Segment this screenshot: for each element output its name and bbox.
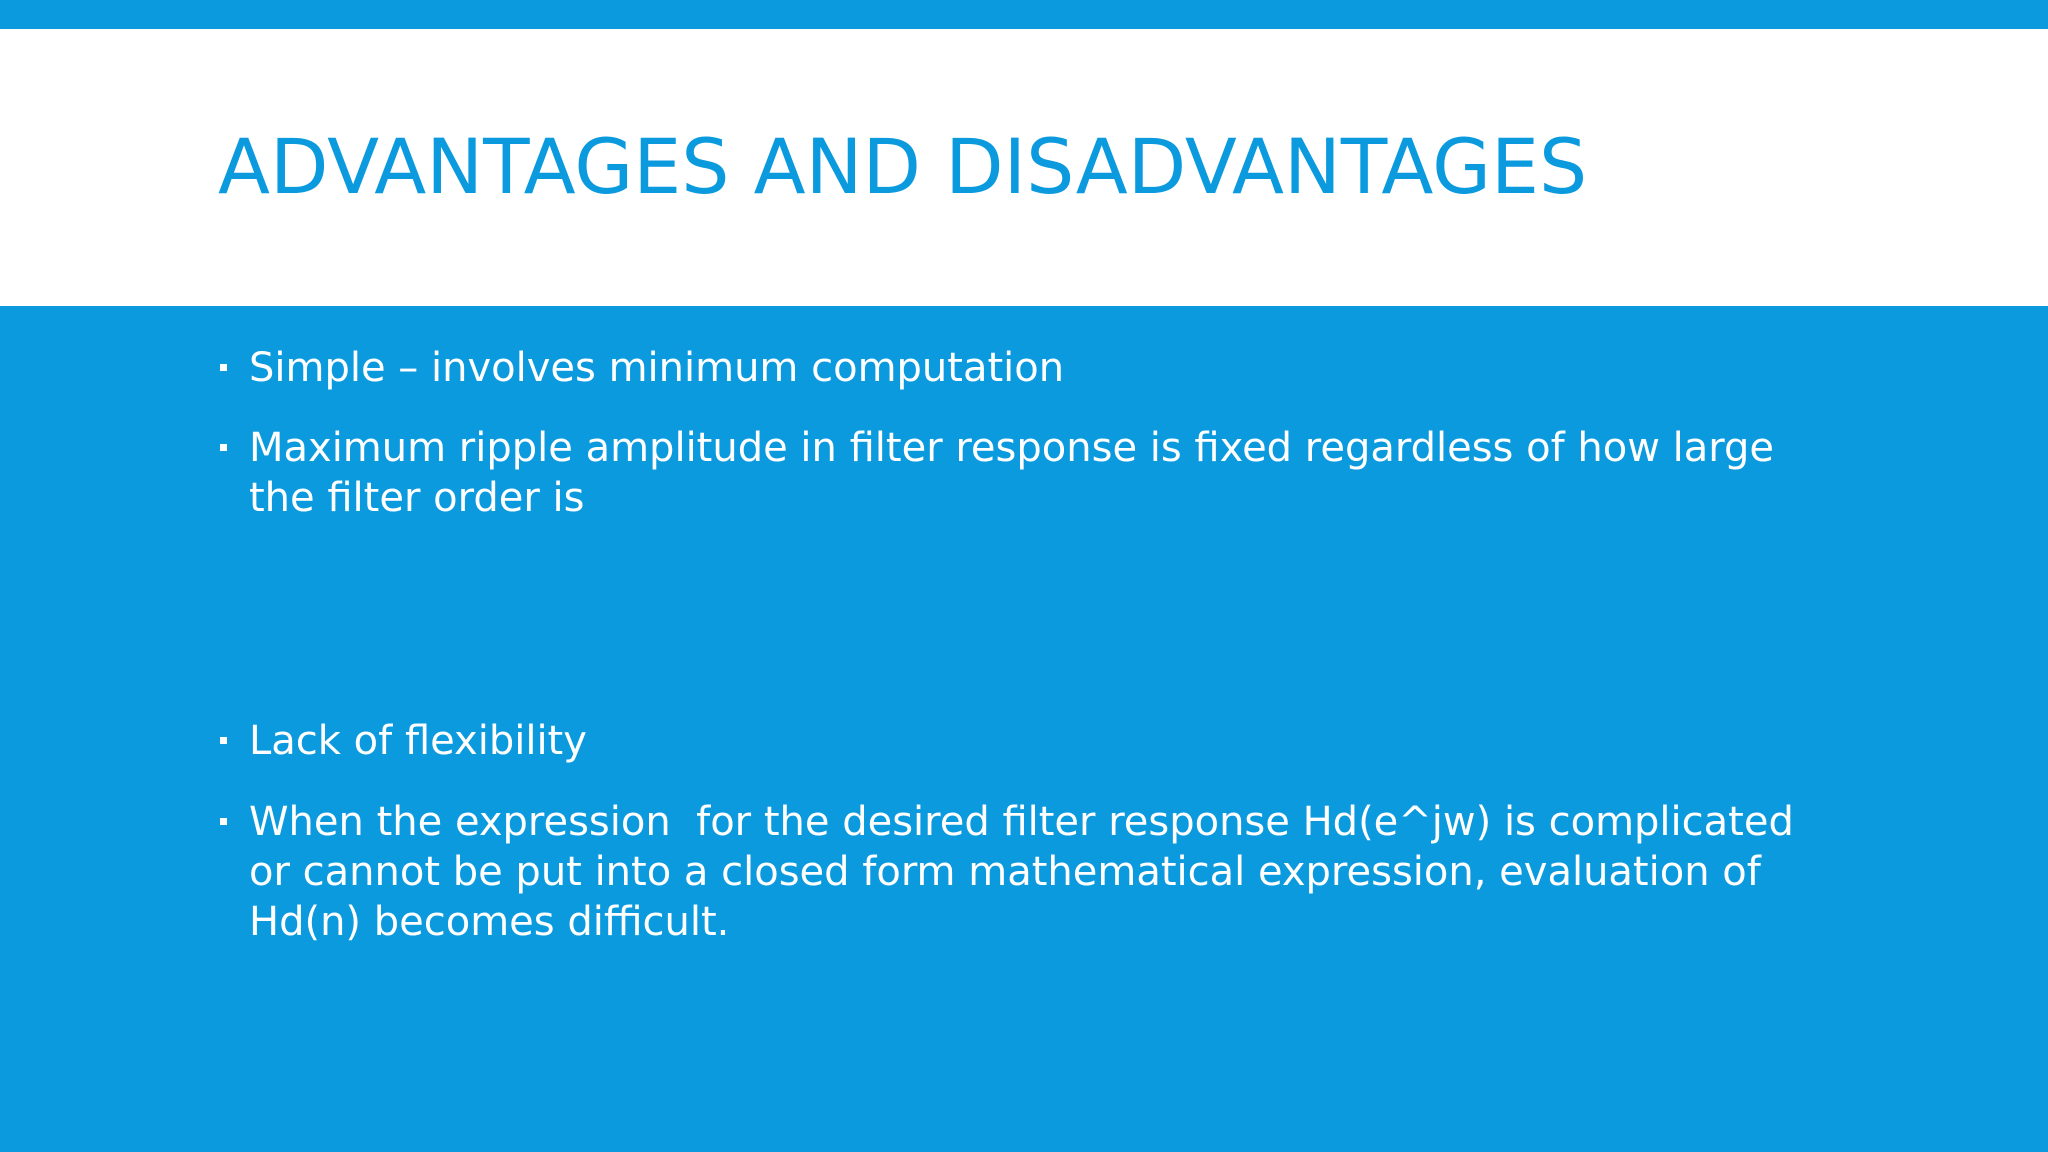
slide-title: ADVANTAGES AND DISADVANTAGES [218, 122, 1588, 211]
bullet-text: Simple – involves minimum computation [249, 345, 1065, 391]
bullet-item [218, 797, 1838, 947]
bullet-text: When the expression for the desired filter response Hd(e^jw) is complicated or cannot be put into a closed form mathematical expression, evaluation of Hd(n) becomes difficult. [249, 799, 1807, 945]
top-accent-strip [0, 0, 2048, 29]
title-band [0, 29, 2048, 306]
bullet-item [218, 716, 1838, 766]
bullet-marker [220, 364, 227, 371]
bullet-marker [220, 444, 227, 451]
bullet-marker [220, 818, 227, 825]
bullet-text: Maximum ripple amplitude in filter response is fixed regardless of how large the filter order is [249, 425, 1787, 521]
bullet-item [218, 343, 1838, 393]
bullet-text: Lack of flexibility [249, 718, 587, 764]
bullet-item [218, 423, 1838, 523]
bullet-marker [220, 737, 227, 744]
